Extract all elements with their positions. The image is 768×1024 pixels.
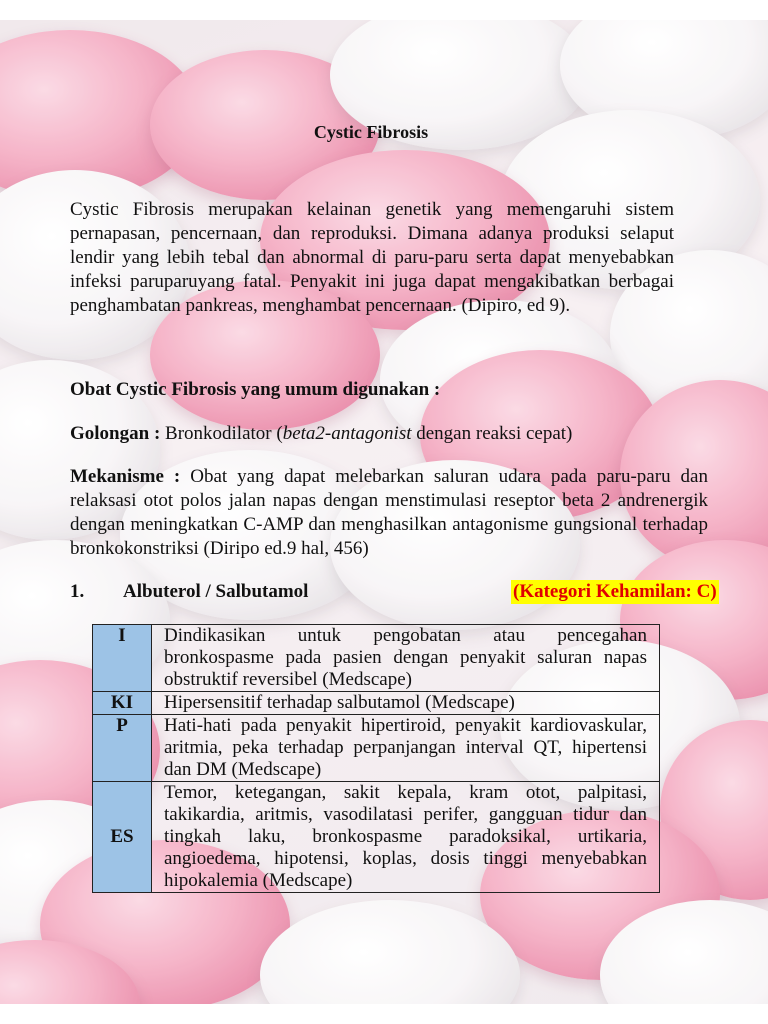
golongan-text: Bronkodilator ( [160, 423, 283, 444]
row-code: ES [93, 782, 152, 893]
table-row [93, 692, 660, 715]
table-row [93, 625, 660, 692]
row-code: I [93, 625, 152, 692]
table-row [93, 782, 660, 893]
row-text: Temor, ketegangan, sakit kepala, kram otot, palpitasi, takikardia, aritmis, vasodilatasi perifer, gangguan tidur dan tingkah laku, bronkospasme paradoksikal, urtikaria, angioedema, hipotensi, koplas, dosis tinggi menyebabkan hipokalemia (Medscape) [152, 782, 660, 893]
intro-paragraph: Cystic Fibrosis merupakan kelainan genetik yang memengaruhi sistem pernapasan, pencernaan, dan reproduksi. Dimana adanya produksi selaput lendir yang lebih tebal dan abnormal di paru-paru serta dapat menyebabkan infeksi paruparuyang fatal. Penyakit ini juga dapat mengakibatkan berbagai penghambatan pankreas, menghambat pencernaan. (Dipiro, ed 9). [70, 199, 674, 316]
row-text: Hipersensitif terhadap salbutamol (Medscape) [152, 692, 660, 715]
golongan-line [70, 422, 572, 446]
drug-number: 1. [70, 581, 85, 602]
golongan-label: Golongan : [70, 423, 161, 444]
golongan-italic: beta2-antagonist [282, 423, 412, 444]
pregnancy-category: (Kategori Kehamilan: C) [513, 581, 717, 602]
mekanisme-label: Mekanisme : [70, 466, 181, 487]
mekanisme-text: Obat yang dapat melebarkan saluran udara pada paru-paru dan relaksasi otot polos jalan napas dengan menstimulasi reseptor beta 2 andrenergik dengan meningkatkan C-AMP dan menghasilkan antagonisme gungsional terhadap bronkokonstriksi (Diripo ed.9 hal, 456) [70, 466, 708, 559]
drug-name: Albuterol / Salbutamol [123, 581, 309, 602]
row-text: Hati-hati pada penyakit hipertiroid, penyakit kardiovaskular, aritmia, peka terhadap perpanjangan interval QT, hipertensi dan DM (Medscape) [152, 715, 660, 782]
mekanisme-paragraph [70, 465, 708, 561]
row-code: P [93, 715, 152, 782]
row-text: Dindikasikan untuk pengobatan atau pencegahan bronkospasme pada pasien dengan penyakit saluran napas obstruktif reversibel (Medscape) [152, 625, 660, 692]
section-heading: Obat Cystic Fibrosis yang umum digunakan : [70, 379, 441, 400]
page-title: Cystic Fibrosis [313, 122, 429, 142]
row-code: KI [93, 692, 152, 715]
drug-info-table [92, 624, 660, 893]
table-row [93, 715, 660, 782]
golongan-text-after: dengan reaksi cepat) [411, 423, 573, 444]
